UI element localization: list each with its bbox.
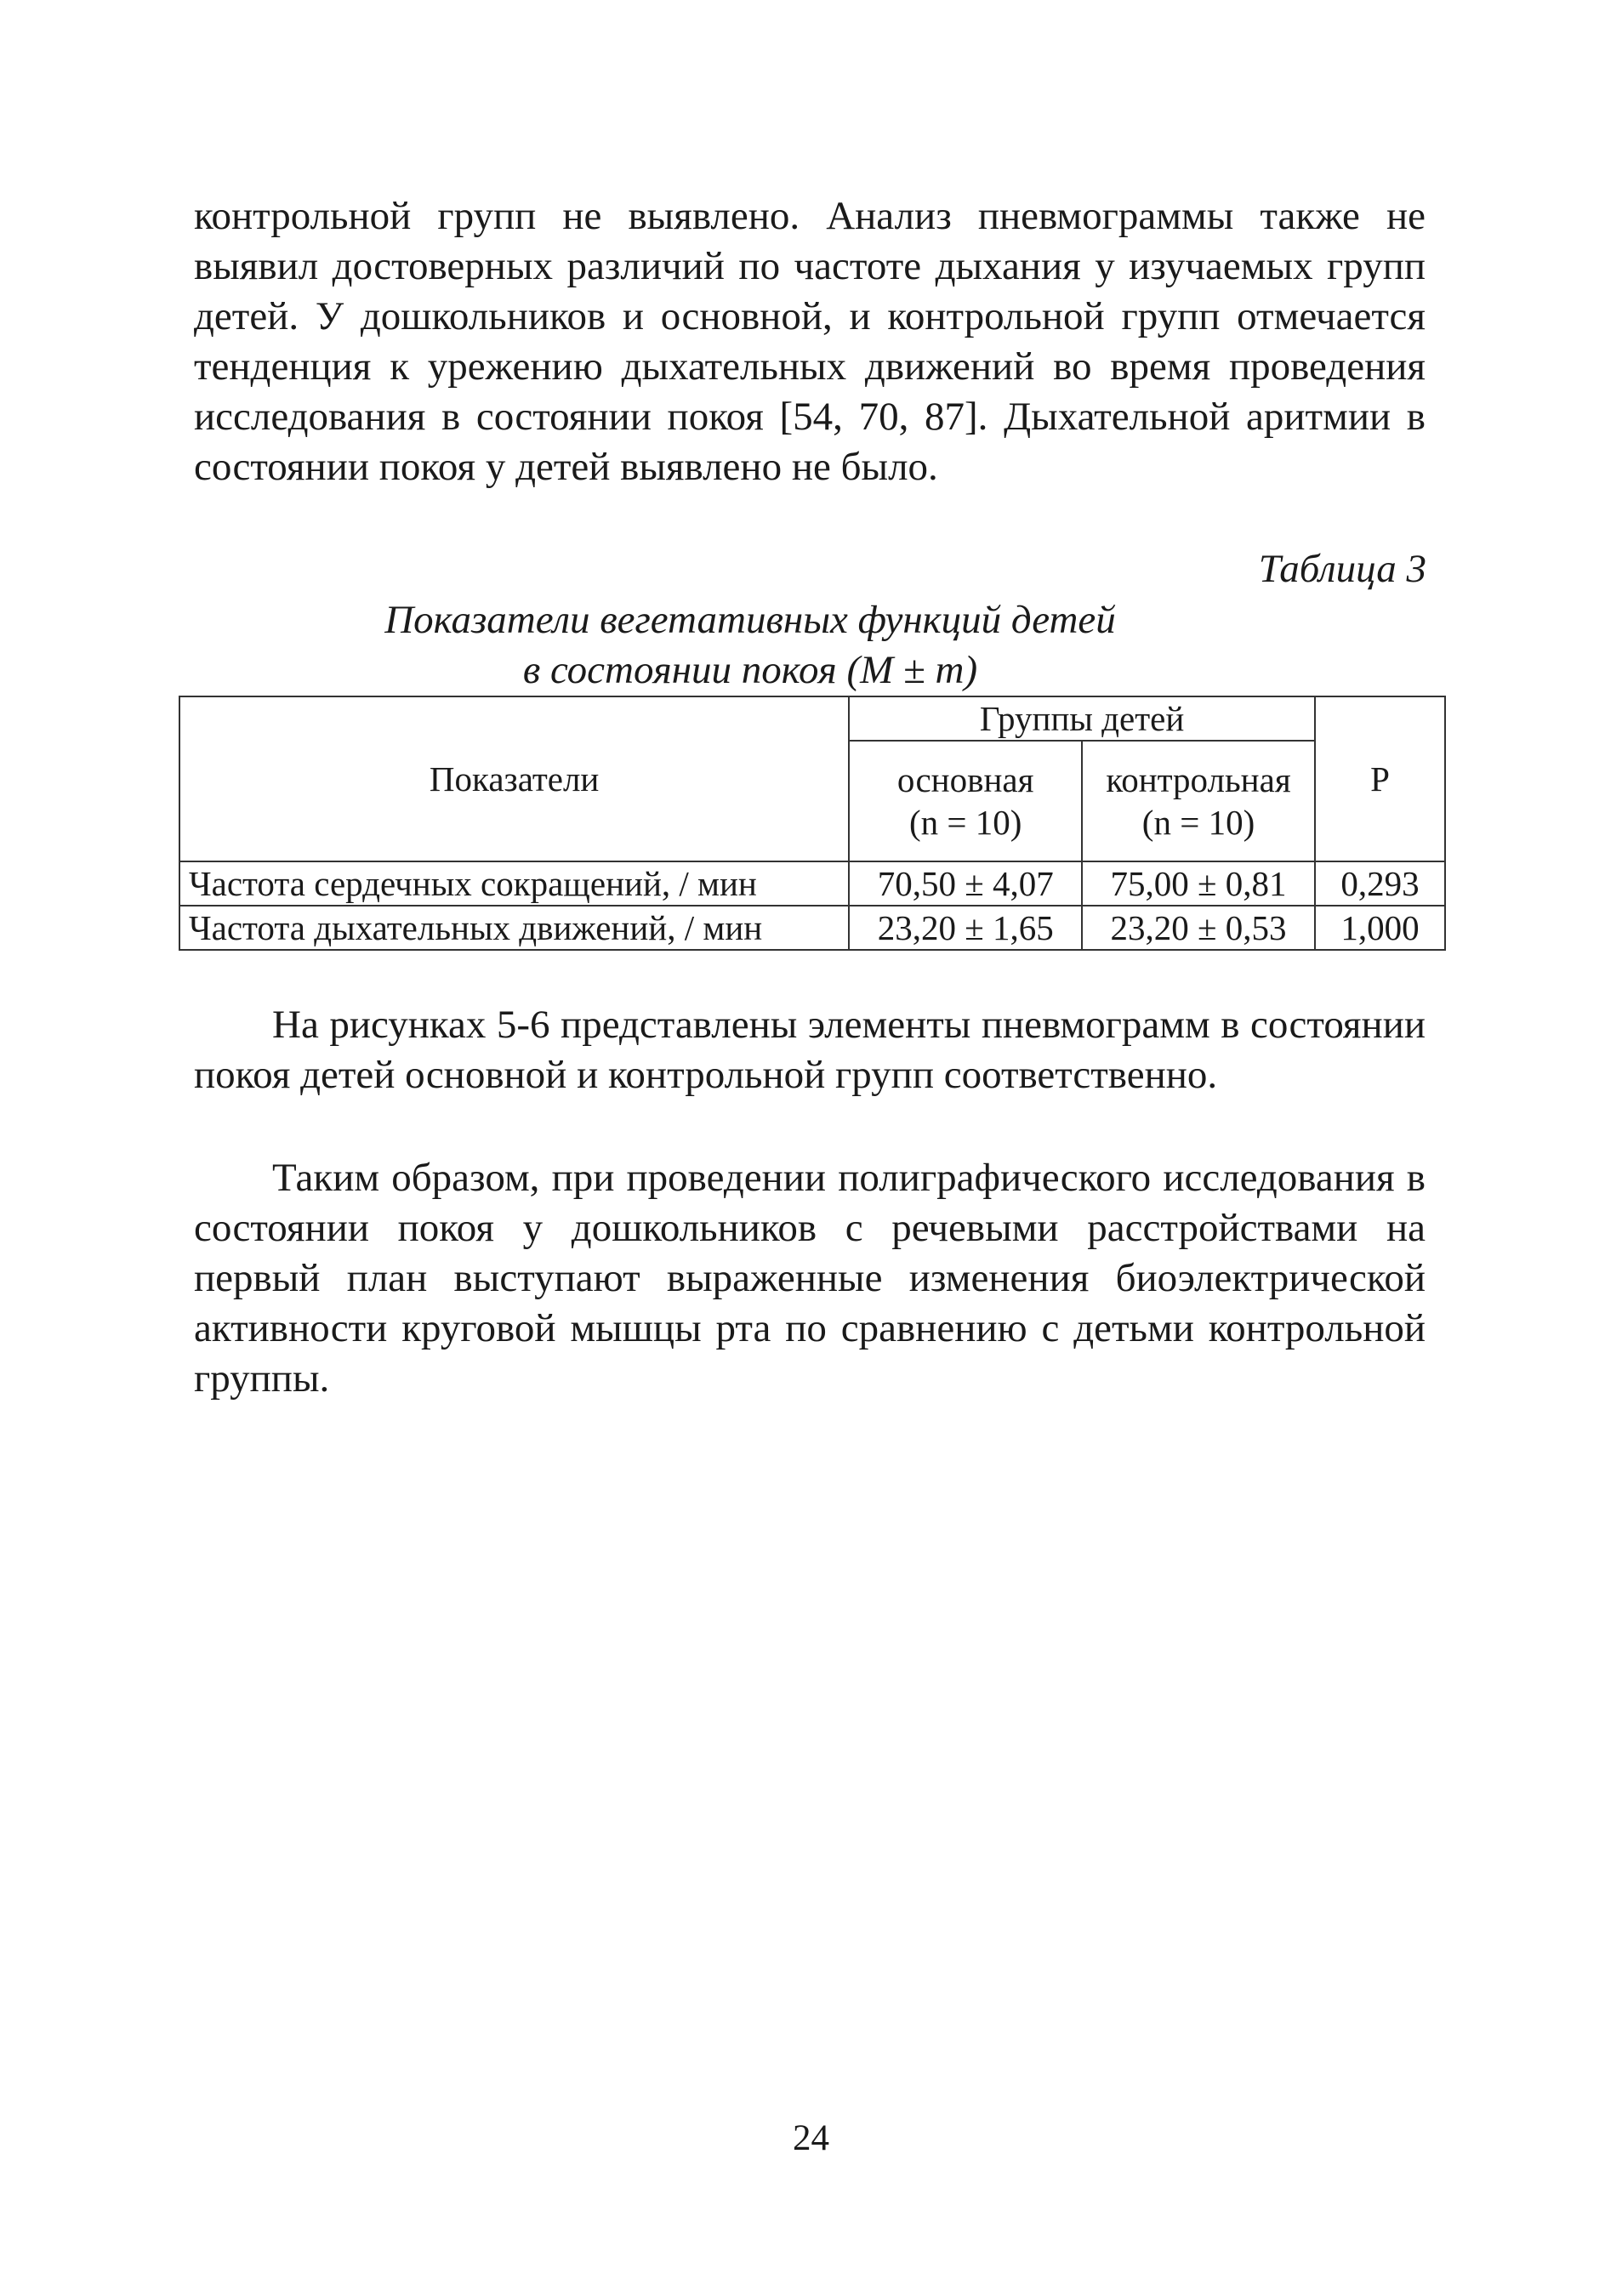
table-row	[179, 906, 1445, 950]
row-label: Частота дыхательных движений, / мин	[179, 906, 849, 950]
row-p-value: 0,293	[1315, 861, 1445, 906]
row-main-value: 70,50 ± 4,07	[849, 861, 1082, 906]
header-main-group-name: основная	[896, 760, 1034, 799]
page-number: 24	[793, 2118, 829, 2158]
table-row	[179, 861, 1445, 906]
table-header-row-1	[179, 696, 1445, 741]
row-control-value: 75,00 ± 0,81	[1082, 861, 1315, 906]
header-control-group	[1082, 741, 1315, 861]
header-control-group-n: (n = 10)	[1141, 803, 1255, 842]
row-label: Частота сердечных сокращений, / мин	[179, 861, 849, 906]
header-main-group-n: (n = 10)	[908, 803, 1022, 842]
table-caption-line-2: в состоянии покоя (M ± m)	[522, 648, 978, 692]
table-label: Таблица 3	[1258, 547, 1426, 591]
header-control-group-name: контрольная	[1106, 760, 1291, 799]
row-p-value: 1,000	[1315, 906, 1445, 950]
table-caption-line-1: Показатели вегетативных функций детей	[384, 598, 1116, 642]
header-main-group	[849, 741, 1082, 861]
row-main-value: 23,20 ± 1,65	[849, 906, 1082, 950]
table-caption	[194, 595, 1426, 696]
paragraph-conclusion: Таким образом, при проведении полиграфического исследования в состоянии покоя у дошкольников с речевыми расстройствами на первый план выступают выраженные изменения биоэлектрической активности круговой мышцы рта по сравнению с детьми контрольной группы.	[194, 1156, 1426, 1401]
data-table	[179, 696, 1446, 951]
header-indicators: Показатели	[179, 696, 849, 861]
header-groups: Группы детей	[849, 696, 1315, 741]
header-p: P	[1315, 696, 1445, 861]
paragraph-figures: На рисунках 5-6 представлены элементы пневмограмм в состоянии покоя детей основной и контрольной групп соответственно.	[194, 1003, 1426, 1097]
paragraph-intro: контрольной групп не выявлено. Анализ пневмограммы также не выявил достоверных различий по частоте дыхания у изучаемых групп детей. У дошкольников и основной, и контрольной групп отмечается тенденция к урежению дыхательных движений во время проведения исследования в состоянии покоя [54, 70, 87]. Дыхательной аритмии в состоянии покоя у детей выявлено не было.	[194, 194, 1426, 489]
row-control-value: 23,20 ± 0,53	[1082, 906, 1315, 950]
